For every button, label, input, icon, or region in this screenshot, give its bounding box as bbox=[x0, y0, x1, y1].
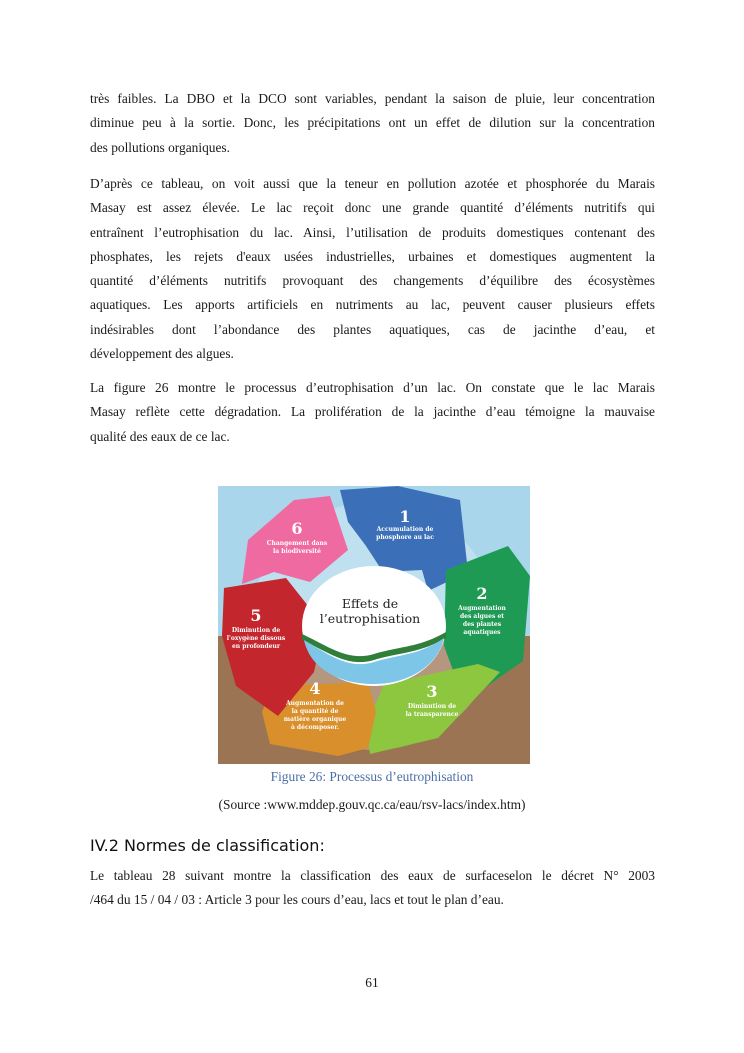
figure-source: (Source :www.mddep.gouv.qc.ca/eau/rsv-lacs/index.htm) bbox=[218, 797, 526, 812]
step-4-number: 4 bbox=[309, 679, 321, 698]
step-5-label-line: en profondeur bbox=[231, 643, 281, 650]
step-6-number: 6 bbox=[291, 519, 303, 538]
step-4-label-line: Augmentation de bbox=[286, 700, 344, 707]
paragraph-dbo-dco bbox=[90, 87, 655, 160]
step-5-label-line: Diminution de bbox=[231, 627, 281, 634]
text-line: très faibles. La DBO et la DCO sont variables, pendant la saison de pluie, leur concentration bbox=[90, 91, 655, 106]
section-heading: IV.2 Normes de classification: bbox=[90, 836, 325, 855]
text-line: entraînent l’eutrophisation du lac. Ainsi, l’utilisation de produits domestiques contenant des bbox=[90, 224, 655, 240]
text-line: développement des algues. bbox=[90, 346, 234, 362]
page-number: 61 bbox=[365, 975, 379, 990]
step-3-label-line: la transparence bbox=[405, 711, 459, 718]
step-4-label-line: à décomposer. bbox=[290, 724, 340, 731]
text-line: La figure 26 montre le processus d’eutrophisation d’un lac. On constate que le lac Marais bbox=[90, 380, 655, 395]
step-6-label-line: Changement dans bbox=[266, 540, 328, 547]
paragraph-figure-reference bbox=[90, 376, 655, 449]
text-line: qualité des eaux de ce lac. bbox=[90, 428, 230, 444]
text-line: des pollutions organiques. bbox=[90, 139, 230, 155]
text-line: diminue peu à la sortie. Donc, les précipitations ont un effet de dilution sur la concentration bbox=[90, 115, 655, 131]
paragraph-nutrients bbox=[90, 172, 655, 366]
center-title-line2: l’eutrophisation bbox=[319, 611, 421, 626]
step-1-label-line: phosphore au lac bbox=[376, 534, 434, 541]
step-2-label-line: Augmentation bbox=[458, 605, 506, 612]
text-line: D’après ce tableau, on voit aussi que la teneur en pollution azotée et phosphorée du Marais bbox=[90, 176, 655, 191]
eutrophication-figure bbox=[218, 486, 530, 764]
step-4-label-line: matière organique bbox=[283, 716, 347, 723]
step-1-label-line: Accumulation de bbox=[376, 526, 434, 533]
step-2-label-line: aquatiques bbox=[463, 629, 501, 636]
step-3-label-line: Diminution de bbox=[407, 703, 457, 710]
center-title-line1: Effets de bbox=[341, 596, 399, 611]
text-line: Masay reflète cette dégradation. La prolifération de la jacinthe d’eau témoigne la mauvaise bbox=[90, 404, 655, 420]
text-line: /464 du 15 / 04 / 03 : Article 3 pour les cours d’eau, lacs et tout le plan d’eau. bbox=[90, 892, 504, 908]
text-line: Masay est assez élevée. Le lac reçoit donc une grande quantité d’éléments nutritifs qui bbox=[90, 200, 655, 216]
text-line: indésirables dont l’abondance des plantes aquatiques, cas de jacinthe d’eau, et bbox=[90, 321, 655, 337]
step-2-label-line: des algues et bbox=[459, 613, 505, 620]
step-1-number: 1 bbox=[399, 507, 411, 526]
text-line: Le tableau 28 suivant montre la classification des eaux de surfaceselon le décret N° 2003 bbox=[90, 868, 655, 883]
step-5-number: 5 bbox=[250, 606, 262, 625]
step-5-label-line: l'oxygène dissous bbox=[226, 635, 286, 642]
paragraph-classification bbox=[90, 864, 655, 913]
step-6-label-line: la biodiversité bbox=[273, 548, 321, 555]
figure-caption: Figure 26: Processus d’eutrophisation bbox=[270, 769, 474, 784]
step-2-number: 2 bbox=[476, 584, 488, 603]
text-line: phosphates, les rejets d'eaux usées industrielles, urbaines et domestiques augmentent la bbox=[90, 248, 655, 264]
text-line: quantité d’éléments nutritifs provoquant des changements d’équilibre des écosystèmes bbox=[90, 273, 655, 289]
step-4-label-line: la quantité de bbox=[291, 708, 339, 715]
eutrophication-cycle-diagram bbox=[218, 486, 530, 764]
step-2-label-line: des plantes bbox=[462, 621, 502, 628]
text-line: aquatiques. Les apports artificiels en nutriments au lac, peuvent causer plusieurs effets bbox=[90, 297, 655, 313]
step-3-number: 3 bbox=[426, 682, 438, 701]
